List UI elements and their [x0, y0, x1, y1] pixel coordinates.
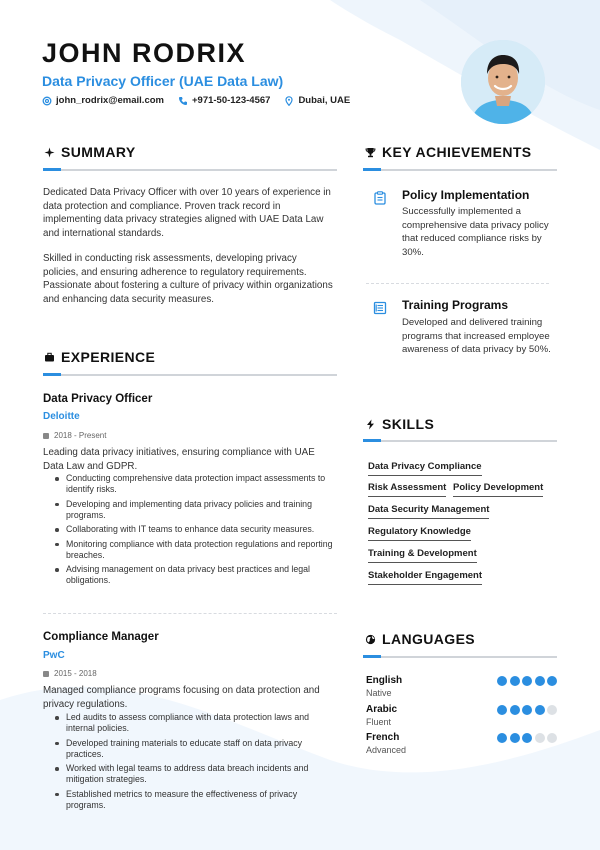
contact-bar: [42, 95, 350, 106]
language-rating: [497, 733, 557, 743]
summary-heading: SUMMARY: [44, 144, 136, 160]
skill-tag: Data Security Management: [368, 504, 489, 519]
rating-dot-empty: [547, 705, 557, 715]
achievements-heading: KEY ACHIEVEMENTS: [365, 144, 532, 160]
rating-dot-filled: [522, 676, 532, 686]
email-text: john_rodrix@email.com: [56, 95, 164, 106]
calendar-icon: [43, 671, 49, 677]
clipboard-icon: [373, 191, 387, 205]
summary-divider: [43, 169, 337, 171]
calendar-icon: [43, 433, 49, 439]
skill-tag: Regulatory Knowledge: [368, 526, 471, 541]
location-text: Dubai, UAE: [298, 95, 351, 106]
avatar: [461, 40, 545, 124]
rating-dot-filled: [535, 705, 545, 715]
rating-dot-filled: [535, 676, 545, 686]
location-contact: [284, 95, 350, 106]
list-item: Established metrics to measure the effectiveness of privacy programs.: [66, 789, 338, 811]
job-date: 2018 - Present: [43, 431, 106, 440]
globe-icon: [365, 634, 376, 645]
skill-tag: Policy Development: [453, 482, 543, 497]
language-level: Native: [366, 688, 392, 698]
language-rating: [497, 705, 557, 715]
skill-tag: Training & Development: [368, 548, 477, 563]
language-level: Advanced: [366, 745, 407, 755]
email-contact[interactable]: [42, 95, 164, 106]
briefcase-icon: [44, 352, 55, 363]
language-level: Fluent: [366, 717, 392, 727]
list-item: Developed training materials to educate staff on data privacy practices.: [66, 738, 338, 760]
job-summary: Leading data privacy initiatives, ensuring compliance with UAE Data Law and GDPR.: [43, 447, 315, 472]
rating-dot-filled: [547, 676, 557, 686]
skill-tag: Risk Assessment: [368, 482, 446, 497]
job-separator: [43, 613, 337, 614]
achievement-title: Policy Implementation: [402, 188, 530, 202]
languages-heading: LANGUAGES: [365, 631, 475, 647]
list-item: Advising management on data privacy best practices and legal obligations.: [66, 564, 338, 586]
list-item: Monitoring compliance with data protection regulations and reporting breaches.: [66, 539, 338, 561]
rating-dot-filled: [497, 705, 507, 715]
job-title: Data Privacy Officer: [43, 393, 153, 405]
skills-heading: SKILLS: [365, 416, 434, 432]
list-item: Collaborating with IT teams to enhance data security measures.: [66, 524, 338, 535]
job-summary: Managed compliance programs focusing on data protection and privacy regulations.: [43, 685, 320, 710]
rating-dot-filled: [510, 733, 520, 743]
job-bullets: [66, 473, 338, 590]
at-icon: [42, 96, 52, 106]
summary-paragraph-2: Skilled in conducting risk assessments, developing privacy policies, and ensuring adherence to regulatory requirements. Passionate about fostering a culture of privacy within organizations and enhancing data security measures.: [43, 253, 333, 305]
achievement-description: Developed and delivered training programs that increased employee awareness of data privacy by 50%.: [402, 317, 551, 355]
achievement-separator: [366, 283, 549, 284]
rating-dot-filled: [497, 733, 507, 743]
summary-paragraph-1: Dedicated Data Privacy Officer with over 10 years of experience in data protection and compliance. Proven track record in implementing data privacy strategies aligned with UAE Data Law and international standards.: [43, 187, 331, 239]
document-icon: [373, 301, 387, 315]
list-item: Worked with legal teams to address data breach incidents and mitigation strategies.: [66, 763, 338, 785]
list-item: Conducting comprehensive data protection impact assessments to identify risks.: [66, 473, 338, 495]
list-item: Led audits to assess compliance with data protection laws and internal policies.: [66, 712, 338, 734]
candidate-title: Data Privacy Officer (UAE Data Law): [42, 73, 284, 89]
location-pin-icon: [284, 96, 294, 106]
job-company: Deloitte: [43, 411, 80, 422]
phone-contact[interactable]: [178, 95, 270, 106]
job-date: 2015 - 2018: [43, 669, 97, 678]
skill-tag: Stakeholder Engagement: [368, 570, 482, 585]
language-name: French: [366, 732, 400, 743]
language-rating: [497, 676, 557, 686]
sparkle-icon: [44, 147, 55, 158]
rating-dot-empty: [535, 733, 545, 743]
language-name: Arabic: [366, 704, 398, 715]
skills-divider: [363, 440, 557, 442]
rating-dot-filled: [510, 676, 520, 686]
rating-dot-filled: [522, 733, 532, 743]
achievements-divider: [363, 169, 557, 171]
experience-heading: EXPERIENCE: [44, 349, 155, 365]
job-title: Compliance Manager: [43, 631, 159, 643]
list-item: Developing and implementing data privacy policies and training programs.: [66, 499, 338, 521]
lightning-icon: [365, 419, 376, 430]
candidate-name: JOHN RODRIX: [42, 38, 247, 68]
job-company: PwC: [43, 650, 65, 661]
rating-dot-empty: [547, 733, 557, 743]
rating-dot-filled: [497, 676, 507, 686]
languages-divider: [363, 656, 557, 658]
rating-dot-filled: [510, 705, 520, 715]
achievement-title: Training Programs: [402, 298, 509, 312]
job-bullets: [66, 712, 338, 814]
profile-photo: [461, 40, 545, 124]
phone-icon: [178, 96, 188, 106]
skill-tag: Data Privacy Compliance: [368, 461, 482, 476]
achievement-description: Successfully implemented a comprehensive data privacy policy that reduced compliance risks by 30%.: [402, 206, 549, 258]
language-name: English: [366, 675, 403, 686]
phone-text: +971-50-123-4567: [191, 95, 271, 106]
trophy-icon: [365, 147, 376, 158]
experience-divider: [43, 374, 337, 376]
rating-dot-filled: [522, 705, 532, 715]
